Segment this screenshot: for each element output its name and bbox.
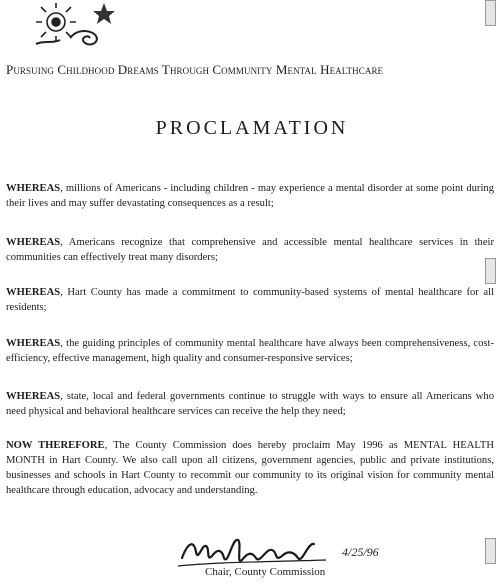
whereas-clause-3 [6, 285, 494, 315]
clause-lead: WHEREAS [6, 183, 61, 194]
whereas-clause-5 [6, 389, 494, 419]
tagline: Pursuing Childhood Dreams Through Community Mental Healthcare [6, 62, 384, 77]
star-logo-icon [93, 3, 115, 24]
clause-text: , state, local and federal governments continue to struggle with ways to ensure all Americans who need physical and behavioral healthcare services can receive the help they need; [6, 391, 494, 417]
clause-text: , the guiding principles of community mental healthcare have always been comprehensiveness, cost-efficiency, effective management, high quality and consumer-responsive services; [6, 338, 494, 364]
scroll-marker-top[interactable] [485, 0, 496, 26]
scroll-marker-middle[interactable] [485, 258, 496, 284]
whereas-clause-4 [6, 336, 494, 366]
clause-text: , The County Commission does hereby proclaim May 1996 as MENTAL HEALTH MONTH in Hart County. We also call upon all citizens, government agencies, public and private institutions, businesses and schools in Hart County to recommit our community to its original vision for community mental healthcare through education, advocacy and understanding. [6, 440, 494, 496]
logo [26, 0, 122, 50]
scroll-marker-bottom[interactable] [485, 538, 496, 564]
clause-lead: WHEREAS [6, 338, 61, 349]
whereas-clause-1 [6, 181, 494, 211]
page-title: PROCLAMATION [155, 117, 349, 139]
clause-text: , Hart County has made a commitment to community-based systems of mental healthcare for all residents; [6, 287, 494, 313]
clause-text: , Americans recognize that comprehensive and accessible mental healthcare services in their communities can effectively treat many disorders; [6, 237, 494, 263]
whereas-clause-2 [6, 235, 494, 265]
clause-lead: WHEREAS [6, 391, 61, 402]
sun-logo-icon [36, 3, 76, 41]
clause-lead: NOW THEREFORE [6, 440, 105, 451]
signature-title: Chair, County Commission [205, 566, 326, 578]
clause-lead: WHEREAS [6, 237, 61, 248]
signature-date: 4/25/96 [342, 545, 379, 559]
clause-text: , millions of Americans - including children - may experience a mental disorder at some point during their lives and may suffer devastating consequences as a result; [6, 183, 494, 209]
clause-lead: WHEREAS [6, 287, 61, 298]
now-therefore-clause [6, 438, 494, 498]
